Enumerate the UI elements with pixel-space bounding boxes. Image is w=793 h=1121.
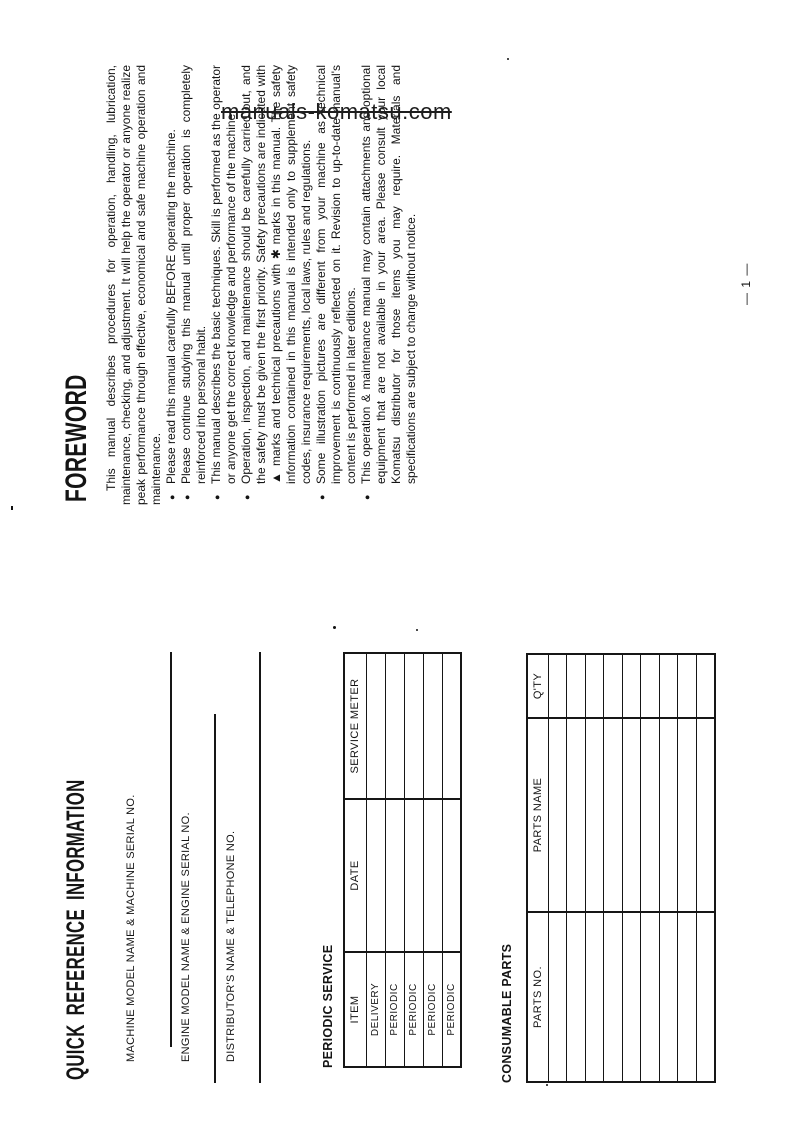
foreword-bullet: ● Please continue studying this manual until proper operation is completely reinforced into personal habit.: [179, 65, 209, 484]
empty-cell: [678, 718, 697, 912]
empty-cell: [659, 654, 678, 718]
empty-cell: [696, 912, 715, 1082]
table-row: [696, 654, 715, 1082]
quick-reference-title: QUICK REFERENCE INFORMATION: [62, 779, 90, 1080]
distributor-fill-line: [259, 652, 261, 1083]
engine-model-label: ENGINE MODEL NAME & ENGINE SERIAL NO.: [180, 812, 192, 1062]
foreword-intro-paragraph: This manual describes procedures for operation, handling, lubrication, maintenance, checking, and adjustment. It will help the operator or anyone realize peak performance through effective, economical and safe machine operation and maintenance.: [104, 65, 163, 505]
engine-model-fill-line: [214, 714, 216, 1083]
row-label-periodic: PERIODIC: [442, 952, 461, 1067]
foreword-bullet: ● This operation & maintenance manual may contain attachments and optional equipment that are not available in your area. Please consult your local Komatsu distributor for those items you may require. Materials and specifications are subject to change without notice.: [359, 65, 419, 484]
column-header-service-meter: SERVICE METER: [344, 653, 366, 799]
empty-cell: [404, 799, 423, 952]
periodic-service-table: [343, 652, 462, 1068]
empty-cell: [442, 799, 461, 952]
foreword-bullet-list: [164, 65, 419, 505]
empty-cell: [548, 654, 567, 718]
empty-cell: [604, 912, 623, 1082]
empty-cell: [548, 718, 567, 912]
empty-cell: [678, 654, 697, 718]
table-row: [404, 653, 423, 1067]
column-header-date: DATE: [344, 799, 366, 952]
machine-model-label: MACHINE MODEL NAME & MACHINE SERIAL NO.: [125, 794, 137, 1062]
empty-cell: [585, 912, 604, 1082]
foreword-bullet: ● This manual describes the basic techniques. Skill is performed as the operator or anyone get the correct knowledge and performance of the machine.: [209, 65, 239, 484]
periodic-service-title: PERIODIC SERVICE: [321, 944, 335, 1068]
table-row: [585, 654, 604, 1082]
scan-speckle: [507, 58, 509, 60]
table-header-row: [527, 654, 548, 1082]
consumable-parts-table: [526, 653, 716, 1083]
empty-cell: [423, 653, 442, 799]
empty-cell: [442, 653, 461, 799]
scan-speckle: [11, 506, 13, 510]
row-label-periodic: PERIODIC: [385, 952, 404, 1067]
table-row: [622, 654, 641, 1082]
foreword-bullet: ● Operation, inspection, and maintenance should be carefully carried out, and the safety must be given the first priority. Safety precautions are indicated with ▲ marks and technical precautions with ✱ marks in this manual. The safety information contained in this manual is intended only to supplement safety codes, insurance requirements, local laws, rules and regulations.: [239, 65, 314, 484]
row-label-periodic: PERIODIC: [423, 952, 442, 1067]
column-header-parts-name: PARTS NAME: [527, 718, 548, 912]
empty-cell: [567, 654, 586, 718]
column-header-parts-no: PARTS NO.: [527, 912, 548, 1082]
distributor-label: DISTRIBUTOR'S NAME & TELEPHONE NO.: [225, 830, 237, 1062]
foreword-bullet: ● Please read this manual carefully BEFORE operating the machine.: [164, 65, 179, 484]
empty-cell: [641, 718, 660, 912]
table-row: [567, 654, 586, 1082]
empty-cell: [659, 718, 678, 912]
table-header-row: [344, 653, 366, 1067]
table-row: [659, 654, 678, 1082]
empty-cell: [622, 912, 641, 1082]
foreword-title: FOREWORD: [60, 374, 93, 502]
page-number: — 1 —: [739, 262, 753, 305]
empty-cell: [659, 912, 678, 1082]
empty-cell: [641, 912, 660, 1082]
empty-cell: [567, 718, 586, 912]
consumable-parts-title: CONSUMABLE PARTS: [500, 943, 514, 1083]
empty-cell: [385, 653, 404, 799]
foreword-bullet: ● Some illustration pictures are different from your machine as technical improvement is continuously reflected on it. Revision to up-to-date manual's content is performed in later editions.: [314, 65, 359, 484]
empty-cell: [622, 718, 641, 912]
watermark-text: manuals-komatsu.com: [221, 99, 452, 124]
table-row: [604, 654, 623, 1082]
empty-cell: [585, 718, 604, 912]
table-row: [548, 654, 567, 1082]
empty-cell: [622, 654, 641, 718]
empty-cell: [366, 799, 385, 952]
scan-speckle: [333, 626, 336, 629]
empty-cell: [548, 912, 567, 1082]
row-label-periodic: PERIODIC: [404, 952, 423, 1067]
row-label-delivery: DELIVERY: [366, 952, 385, 1067]
table-row: [442, 653, 461, 1067]
empty-cell: [385, 799, 404, 952]
scan-speckle: [546, 1084, 548, 1086]
empty-cell: [423, 799, 442, 952]
table-row: [678, 654, 697, 1082]
empty-cell: [404, 653, 423, 799]
empty-cell: [366, 653, 385, 799]
column-header-qty: Q'TY: [527, 654, 548, 718]
table-row: [641, 654, 660, 1082]
empty-cell: [678, 912, 697, 1082]
machine-model-fill-line: [170, 652, 172, 1047]
empty-cell: [567, 912, 586, 1082]
scan-speckle: [416, 629, 418, 631]
empty-cell: [696, 718, 715, 912]
empty-cell: [585, 654, 604, 718]
table-row: [366, 653, 385, 1067]
foreword-body: [104, 65, 419, 505]
empty-cell: [604, 718, 623, 912]
empty-cell: [641, 654, 660, 718]
table-row: [423, 653, 442, 1067]
empty-cell: [696, 654, 715, 718]
table-row: [385, 653, 404, 1067]
empty-cell: [604, 654, 623, 718]
column-header-item: ITEM: [344, 952, 366, 1067]
